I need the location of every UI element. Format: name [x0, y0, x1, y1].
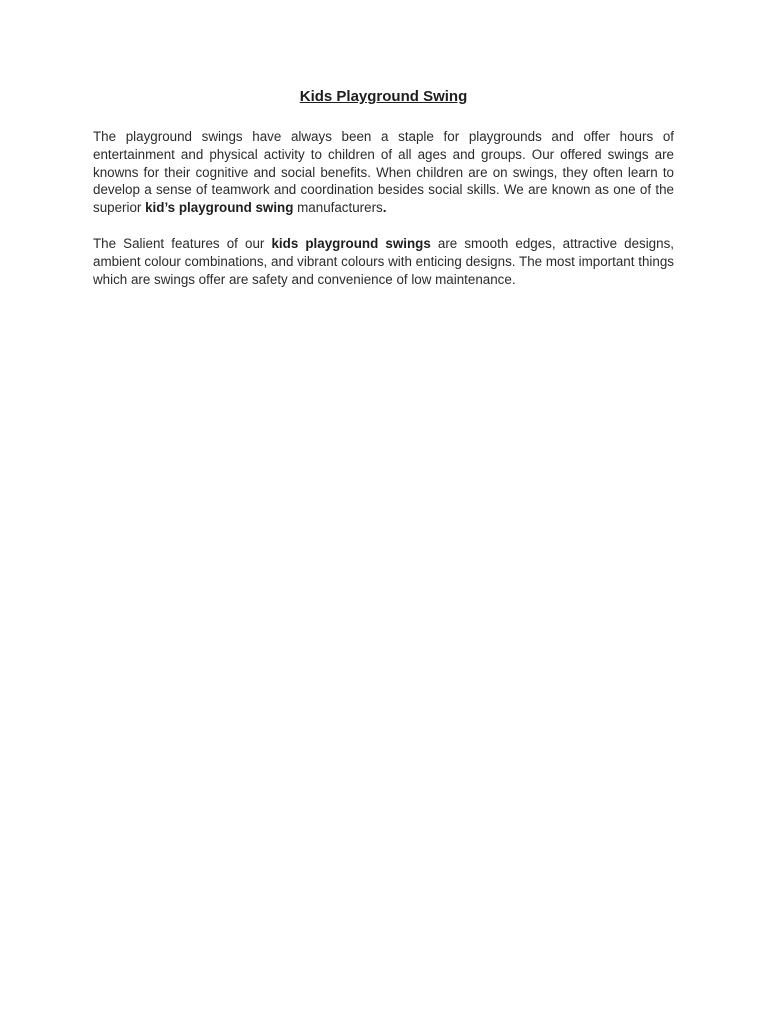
paragraph-features	[93, 235, 674, 288]
paragraph-intro-text-end: manufacturers	[293, 200, 383, 216]
paragraph-intro-text: The playground swings have always been a staple for playgrounds and offer hours of entertainment and physical activity to children of all ages and groups. Our offered swings are knowns for their cognitive and social benefits. When children are on swings, they often learn to develop a sense of teamwork and coordination besides social skills. We are known as one of the superior	[93, 129, 674, 216]
paragraph-features-text: The Salient features of our	[93, 235, 272, 251]
paragraph-intro	[93, 128, 674, 217]
document-title: Kids Playground Swing	[299, 88, 468, 105]
keyword-kids-playground-swing: kid’s playground swing	[145, 200, 294, 216]
keyword-kids-playground-swings: kids playground swings	[271, 235, 431, 251]
paragraph-features-text-end: are smooth edges, attractive designs, ambient colour combinations, and vibrant colours with enticing designs. The most important things which are swings offer are safety and convenience of low maintenance.	[93, 235, 674, 287]
paragraph-intro-period: .	[382, 200, 387, 216]
document-body	[93, 86, 674, 306]
